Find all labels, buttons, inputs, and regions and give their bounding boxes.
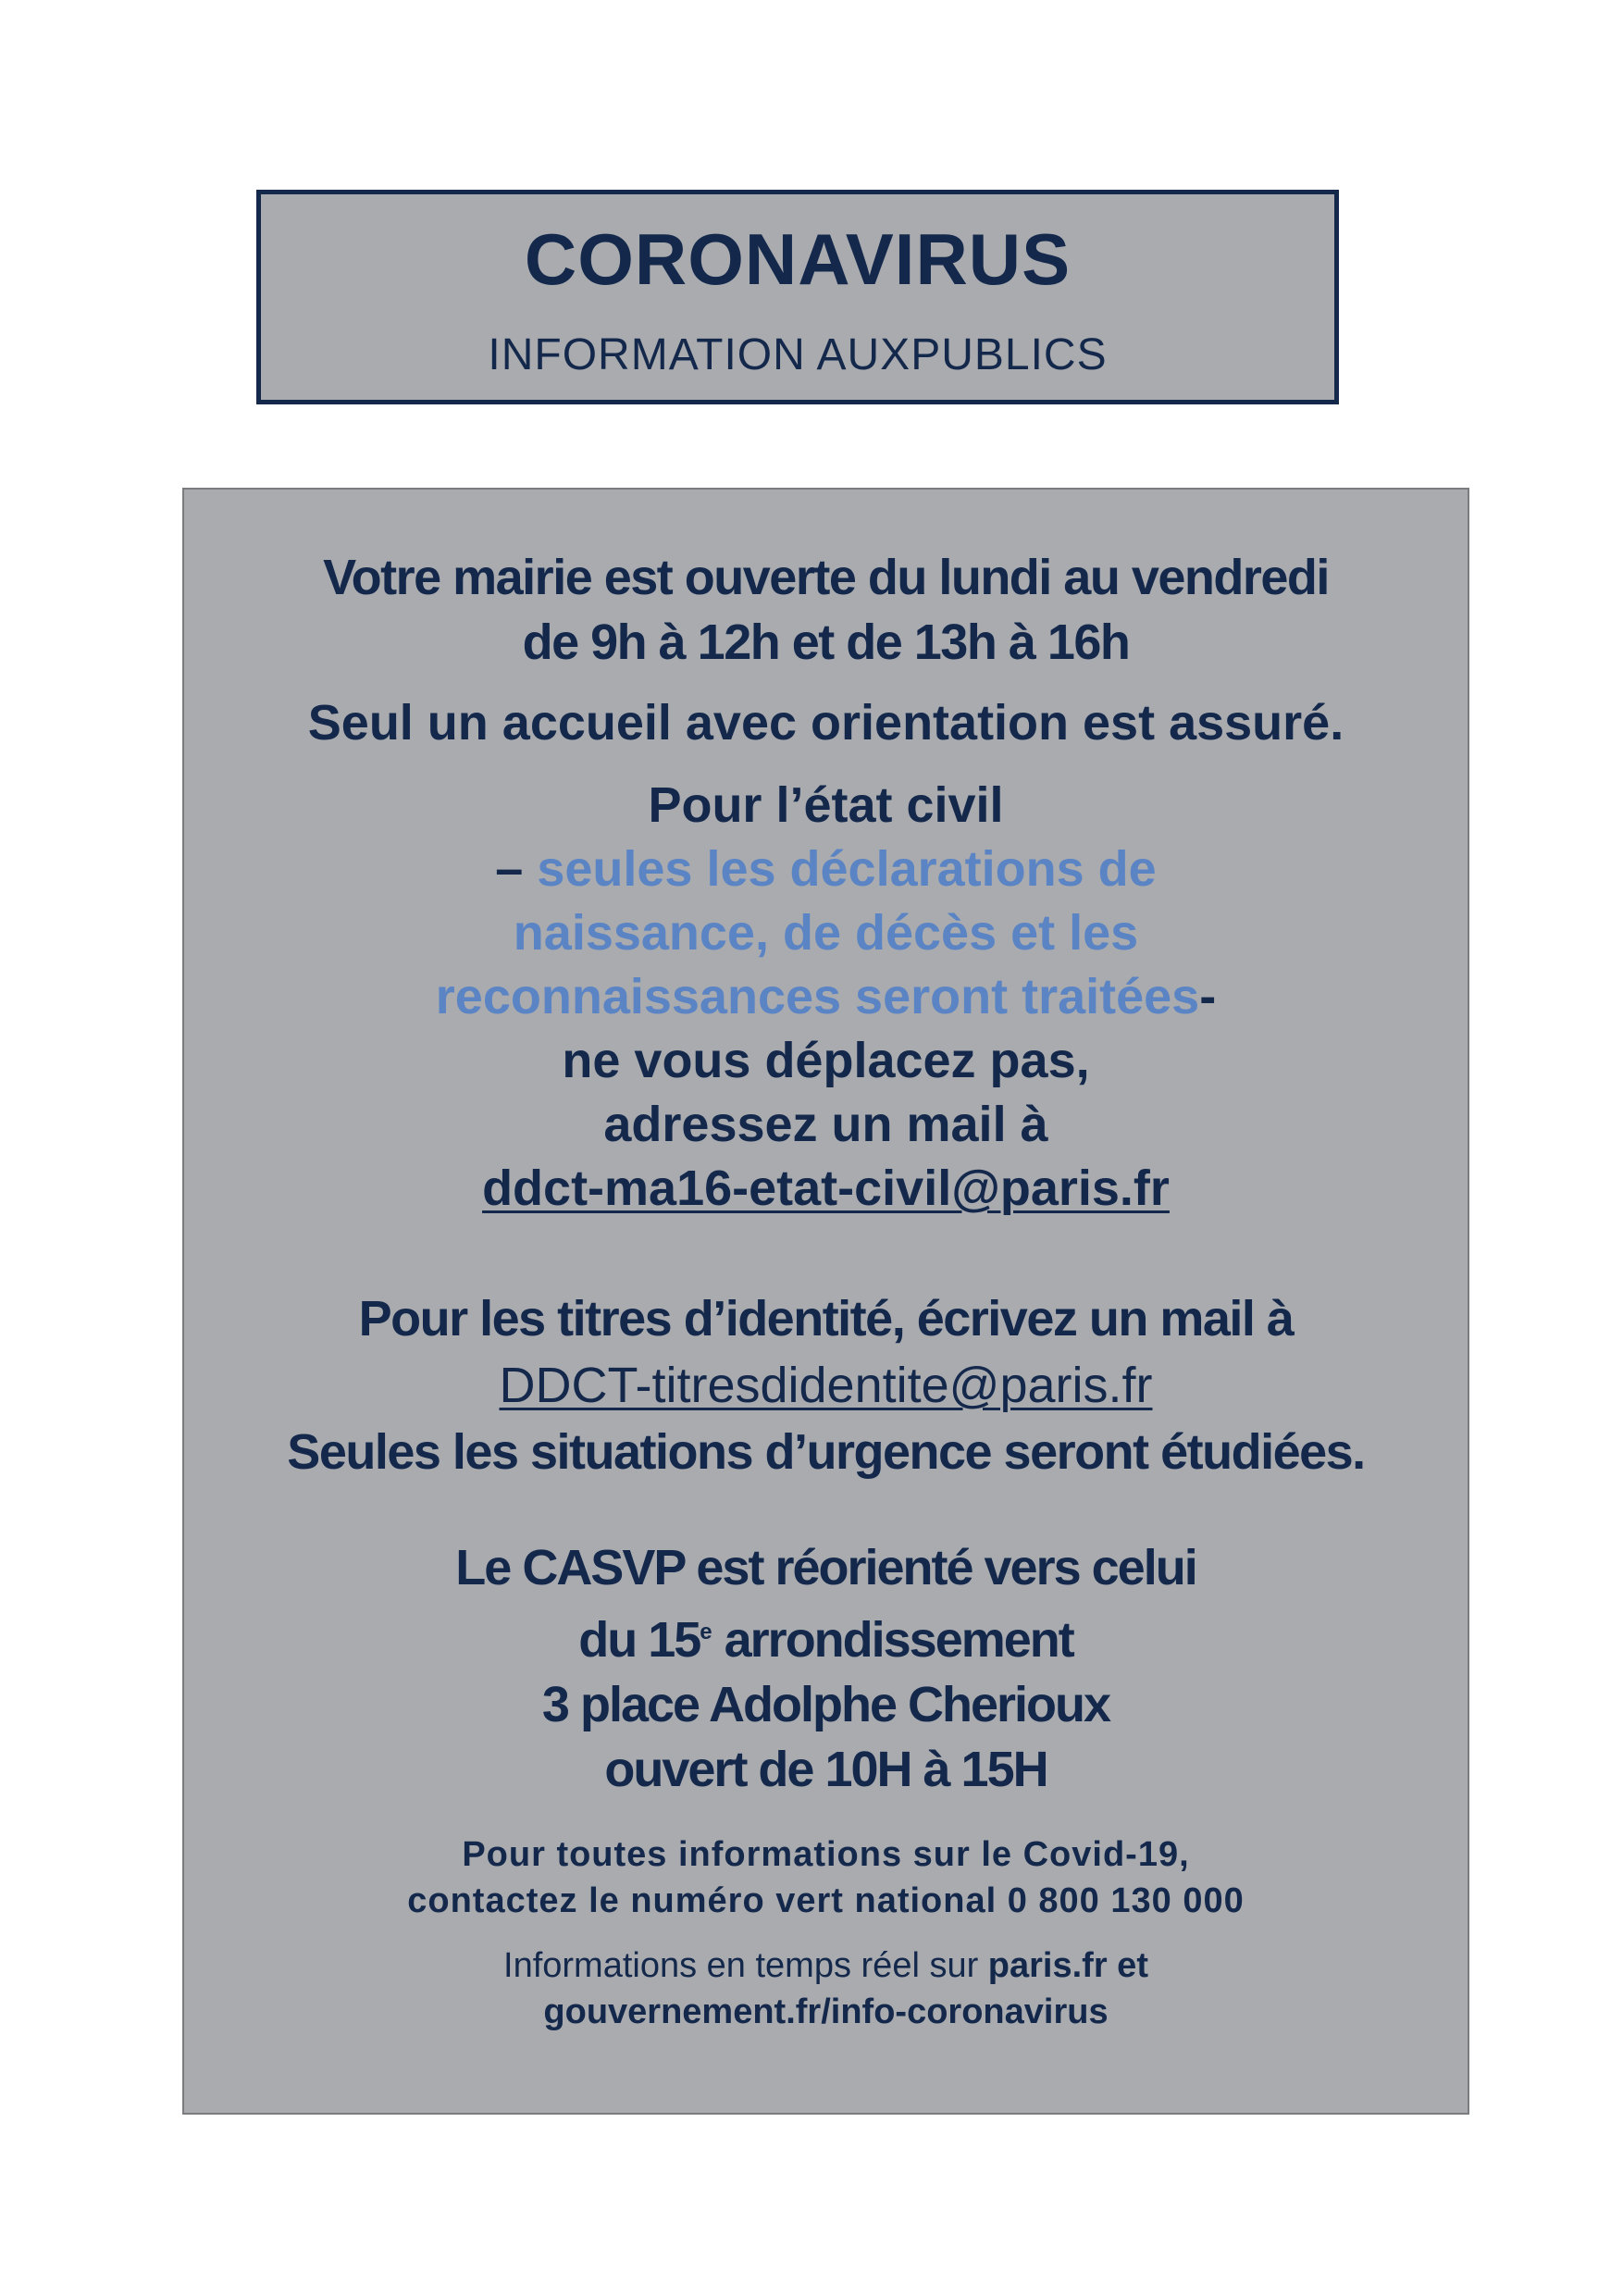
casvp-line-2-post: arrondissement <box>712 1612 1073 1668</box>
casvp-section <box>184 1535 1468 1802</box>
civil-status-accent-line-1 <box>184 838 1468 901</box>
identity-documents-email-link[interactable]: DDCT-titresdidentite@paris.fr <box>499 1358 1153 1413</box>
civil-status-accent-line-2: naissance, de décès et les <box>513 905 1139 961</box>
opening-hours-line-1: Votre mairie est ouverte du lundi au vendredi <box>323 550 1329 605</box>
casvp-line-2 <box>184 1600 1468 1672</box>
covid-line-1: Pour toutes informations sur le Covid-19, <box>462 1835 1190 1874</box>
accent-text-3: reconnaissances seront traitées <box>435 969 1200 1024</box>
realtime-info-section <box>184 1942 1468 2035</box>
paris-link[interactable]: paris.fr et <box>987 1946 1148 1985</box>
identity-documents-line-3: Seules les situations d’urgence seront étudiées. <box>287 1424 1365 1480</box>
covid-hotline: contactez le numéro vert national 0 800 130 000 <box>407 1881 1245 1920</box>
reception-notice <box>184 690 1468 755</box>
civil-status-heading: Pour l’état civil <box>648 777 1004 833</box>
covid-hotline-section <box>184 1831 1468 1924</box>
opening-hours-line-2: de 9h à 12h et de 13h à 16h <box>522 614 1130 670</box>
reception-text: Seul un accueil avec orientation est assuré. <box>307 695 1344 751</box>
page-subtitle: INFORMATION AUXPUBLICS <box>488 329 1108 379</box>
header-box <box>256 190 1339 404</box>
civil-status-deplacez: ne vous déplacez pas, <box>562 1033 1090 1088</box>
identity-documents-section <box>184 1285 1468 1485</box>
casvp-address: 3 place Adolphe Cherioux <box>541 1677 1110 1732</box>
realtime-line-1 <box>184 1942 1468 1989</box>
dash: – <box>495 841 538 897</box>
casvp-line-2-pre: du 15 <box>578 1612 700 1668</box>
ordinal-superscript: e <box>700 1620 712 1644</box>
accent-text-1: seules les déclarations de <box>537 841 1157 897</box>
civil-status-section <box>184 774 1468 1221</box>
civil-status-accent-line-3 <box>184 965 1468 1029</box>
gouvernement-link[interactable]: gouvernement.fr/info-coronavirus <box>543 1992 1109 2031</box>
notice-panel <box>182 488 1469 2115</box>
civil-status-email-link[interactable]: ddct-ma16-etat-civil@paris.fr <box>482 1160 1170 1216</box>
civil-status-adressez: adressez un mail à <box>603 1097 1048 1152</box>
realtime-prefix: Informations en temps réel sur <box>503 1946 988 1985</box>
trailing-dash: - <box>1199 969 1217 1024</box>
casvp-line-1: Le CASVP est réorienté vers celui <box>455 1540 1196 1595</box>
casvp-hours: ouvert de 10H à 15H <box>604 1742 1047 1797</box>
identity-documents-line-1: Pour les titres d’identité, écrivez un mail à <box>358 1291 1294 1347</box>
page-title: CORONAVIRUS <box>524 218 1072 300</box>
opening-hours <box>184 545 1468 675</box>
